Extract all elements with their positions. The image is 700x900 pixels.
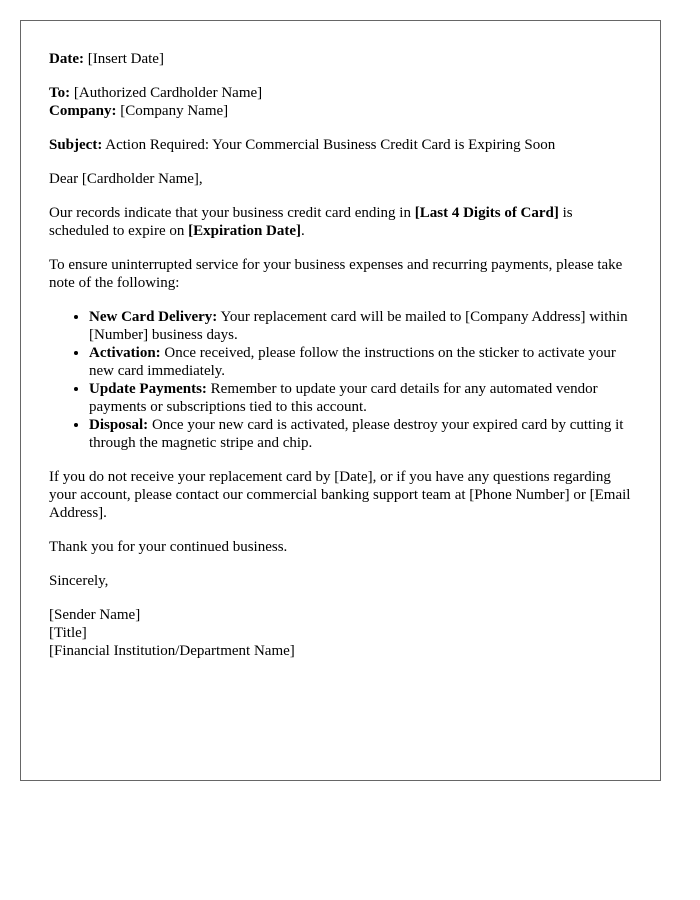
subject-value: Action Required: Your Commercial Business Credit Card is Expiring Soon [105,137,556,153]
company-line [49,102,632,120]
to-line [49,84,632,102]
signature-block [49,606,632,660]
notice-paragraph: To ensure uninterrupted service for your business expenses and recurring payments, please take note of the following: [49,257,623,291]
list-item-label: Update Payments: [89,381,207,397]
company-label: Company: [49,103,117,119]
letter-page [20,20,661,781]
list-item-label: Activation: [89,345,161,361]
list-item [89,416,632,452]
instructions-list [49,308,632,452]
recipient-block [49,84,632,120]
thanks-paragraph: Thank you for your continued business. [49,539,288,555]
sender-title: [Title] [49,625,87,641]
date-label: Date: [49,51,84,67]
company-value: [Company Name] [120,103,229,119]
intro-text-2: is scheduled to expire on [49,205,573,239]
sender-institution: [Financial Institution/Department Name] [49,643,295,659]
list-item [89,308,632,344]
list-item-label: Disposal: [89,417,149,433]
subject-line [49,136,632,154]
closing: Sincerely, [49,573,109,589]
salutation: Dear [Cardholder Name], [49,171,203,187]
date-value: [Insert Date] [87,51,164,67]
date-line [49,50,632,68]
intro-paragraph [49,204,632,240]
list-item-text: Remember to update your card details for any automated vendor payments or subscriptions tied to this account. [89,381,598,415]
list-item-text: Your replacement card will be mailed to [Company Address] within [Number] business days. [89,309,628,343]
to-value: [Authorized Cardholder Name] [73,85,263,101]
intro-text-1: Our records indicate that your business credit card ending in [49,205,415,221]
intro-text-3: . [301,223,305,239]
list-item [89,344,632,380]
expiration-date: [Expiration Date] [188,223,302,239]
to-label: To: [49,85,71,101]
list-item-text: Once received, please follow the instructions on the sticker to activate your new card immediately. [89,345,616,379]
list-item [89,380,632,416]
list-item-label: New Card Delivery: [89,309,218,325]
sender-name: [Sender Name] [49,607,141,623]
list-item-text: Once your new card is activated, please destroy your expired card by cutting it through the magnetic stripe and chip. [89,417,624,451]
card-digits: [Last 4 Digits of Card] [414,205,559,221]
subject-label: Subject: [49,137,103,153]
contact-paragraph: If you do not receive your replacement card by [Date], or if you have any questions regarding your account, please contact our commercial banking support team at [Phone Number] or [Email Address]. [49,469,631,521]
